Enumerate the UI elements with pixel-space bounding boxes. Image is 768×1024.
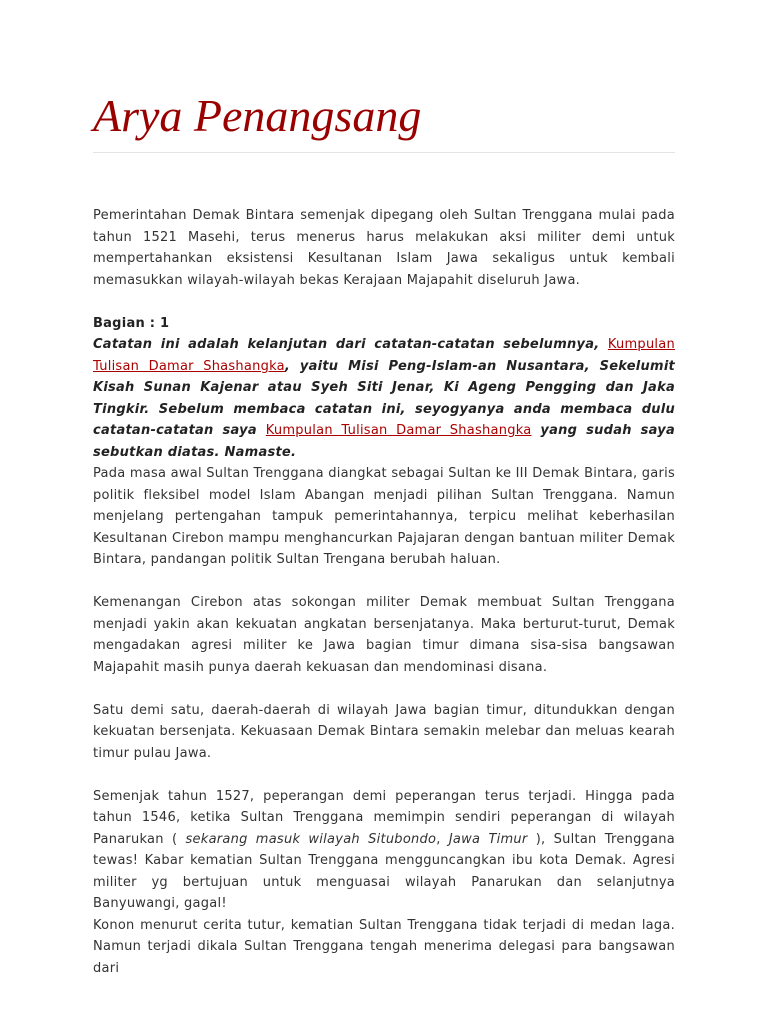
page-title: Arya Penangsang bbox=[93, 90, 422, 141]
paragraph-6: Konon menurut cerita tutur, kematian Sultan Trenggana tidak terjadi di medan laga. Namun terjadi dikala Sultan Trenggana tengah menerima delegasi para bangsawan dari bbox=[93, 917, 675, 976]
emphasis-situbondo: sekarang masuk wilayah Situbondo bbox=[185, 831, 437, 847]
article-body bbox=[93, 205, 675, 979]
preface-text-b: , yaitu Misi Peng-Islam-an Nusantara, Sekelumit Kisah Sunan Kajenar atau Syeh Siti Jenar, Ki Ageng Pengging dan Jaka Tingkir. Sebelum membaca catatan ini, seyogyanya anda membaca dulu catatan-catatan saya bbox=[93, 358, 675, 438]
preface-text-c: yang sudah saya sebutkan diatas. Namaste. bbox=[93, 423, 676, 460]
paragraph-5: Semenjak tahun 1527, peperangan demi peperangan terus terjadi. Hingga pada tahun 1546, ketika Sultan Trenggana memimpin sendiri peperangan di wilayah Panarukan ( sekarang masuk wilayah Situbondo, Jawa Timur ), Sultan Trenggana tewas! Kabar kematian Sultan Trenggana mengguncangkan ibu kota Demak. Agresi militer yg bertujuan untuk menguasai wilayah Panarukan dan selanjutnya Banyuwangi, gagal! bbox=[93, 788, 675, 911]
title-divider bbox=[93, 152, 675, 153]
paragraph-2: Pada masa awal Sultan Trenggana diangkat sebagai Sultan ke III Demak Bintara, garis politik fleksibel model Islam Abangan menjadi pilihan Sultan Trenggana. Namun menjelang pertengahan tampuk pemerintahannya, terpicu melihat keberhasilan Kesultanan Cirebon mampu menghancurkan Pajajaran dengan bantuan militer Demak Bintara, pandangan politik Sultan Trengana berubah haluan. bbox=[93, 466, 675, 567]
paragraph-preface bbox=[93, 334, 675, 463]
section-heading: Bagian : 1 bbox=[93, 315, 170, 331]
link-kumpulan-tulisan-1[interactable]: Kumpulan Tulisan Damar Shashangka bbox=[93, 337, 675, 374]
link-kumpulan-tulisan-2[interactable]: Kumpulan Tulisan Damar Shashangka bbox=[265, 423, 532, 438]
preface-text-a: Catatan ini adalah kelanjutan dari catatan-catatan sebelumnya, bbox=[93, 337, 608, 352]
paragraph-4: Satu demi satu, daerah-daerah di wilayah Jawa bagian timur, ditundukkan dengan kekuatan bersenjata. Kekuasaan Demak Bintara semakin melebar dan meluas kearah timur pulau Jawa. bbox=[93, 702, 675, 761]
paragraph-3: Kemenangan Cirebon atas sokongan militer Demak membuat Sultan Trenggana menjadi yakin akan kekuatan angkatan bersenjatanya. Maka berturut-turut, Demak mengadakan agresi militer ke Jawa bagian timur dimana sisa-sisa bangsawan Majapahit masih punya daerah kekuasan dan mendominasi disana. bbox=[93, 595, 675, 675]
paragraph-intro: Pemerintahan Demak Bintara semenjak dipegang oleh Sultan Trenggana mulai pada tahun 1521 Masehi, terus menerus harus melakukan aksi militer demi untuk mempertahankan eksistensi Kesultanan Islam Jawa sekaligus untuk kembali memasukkan wilayah-wilayah bekas Kerajaan Majapahit diseluruh Jawa. bbox=[93, 208, 675, 288]
emphasis-jawa-timur: Jawa Timur bbox=[448, 831, 528, 847]
